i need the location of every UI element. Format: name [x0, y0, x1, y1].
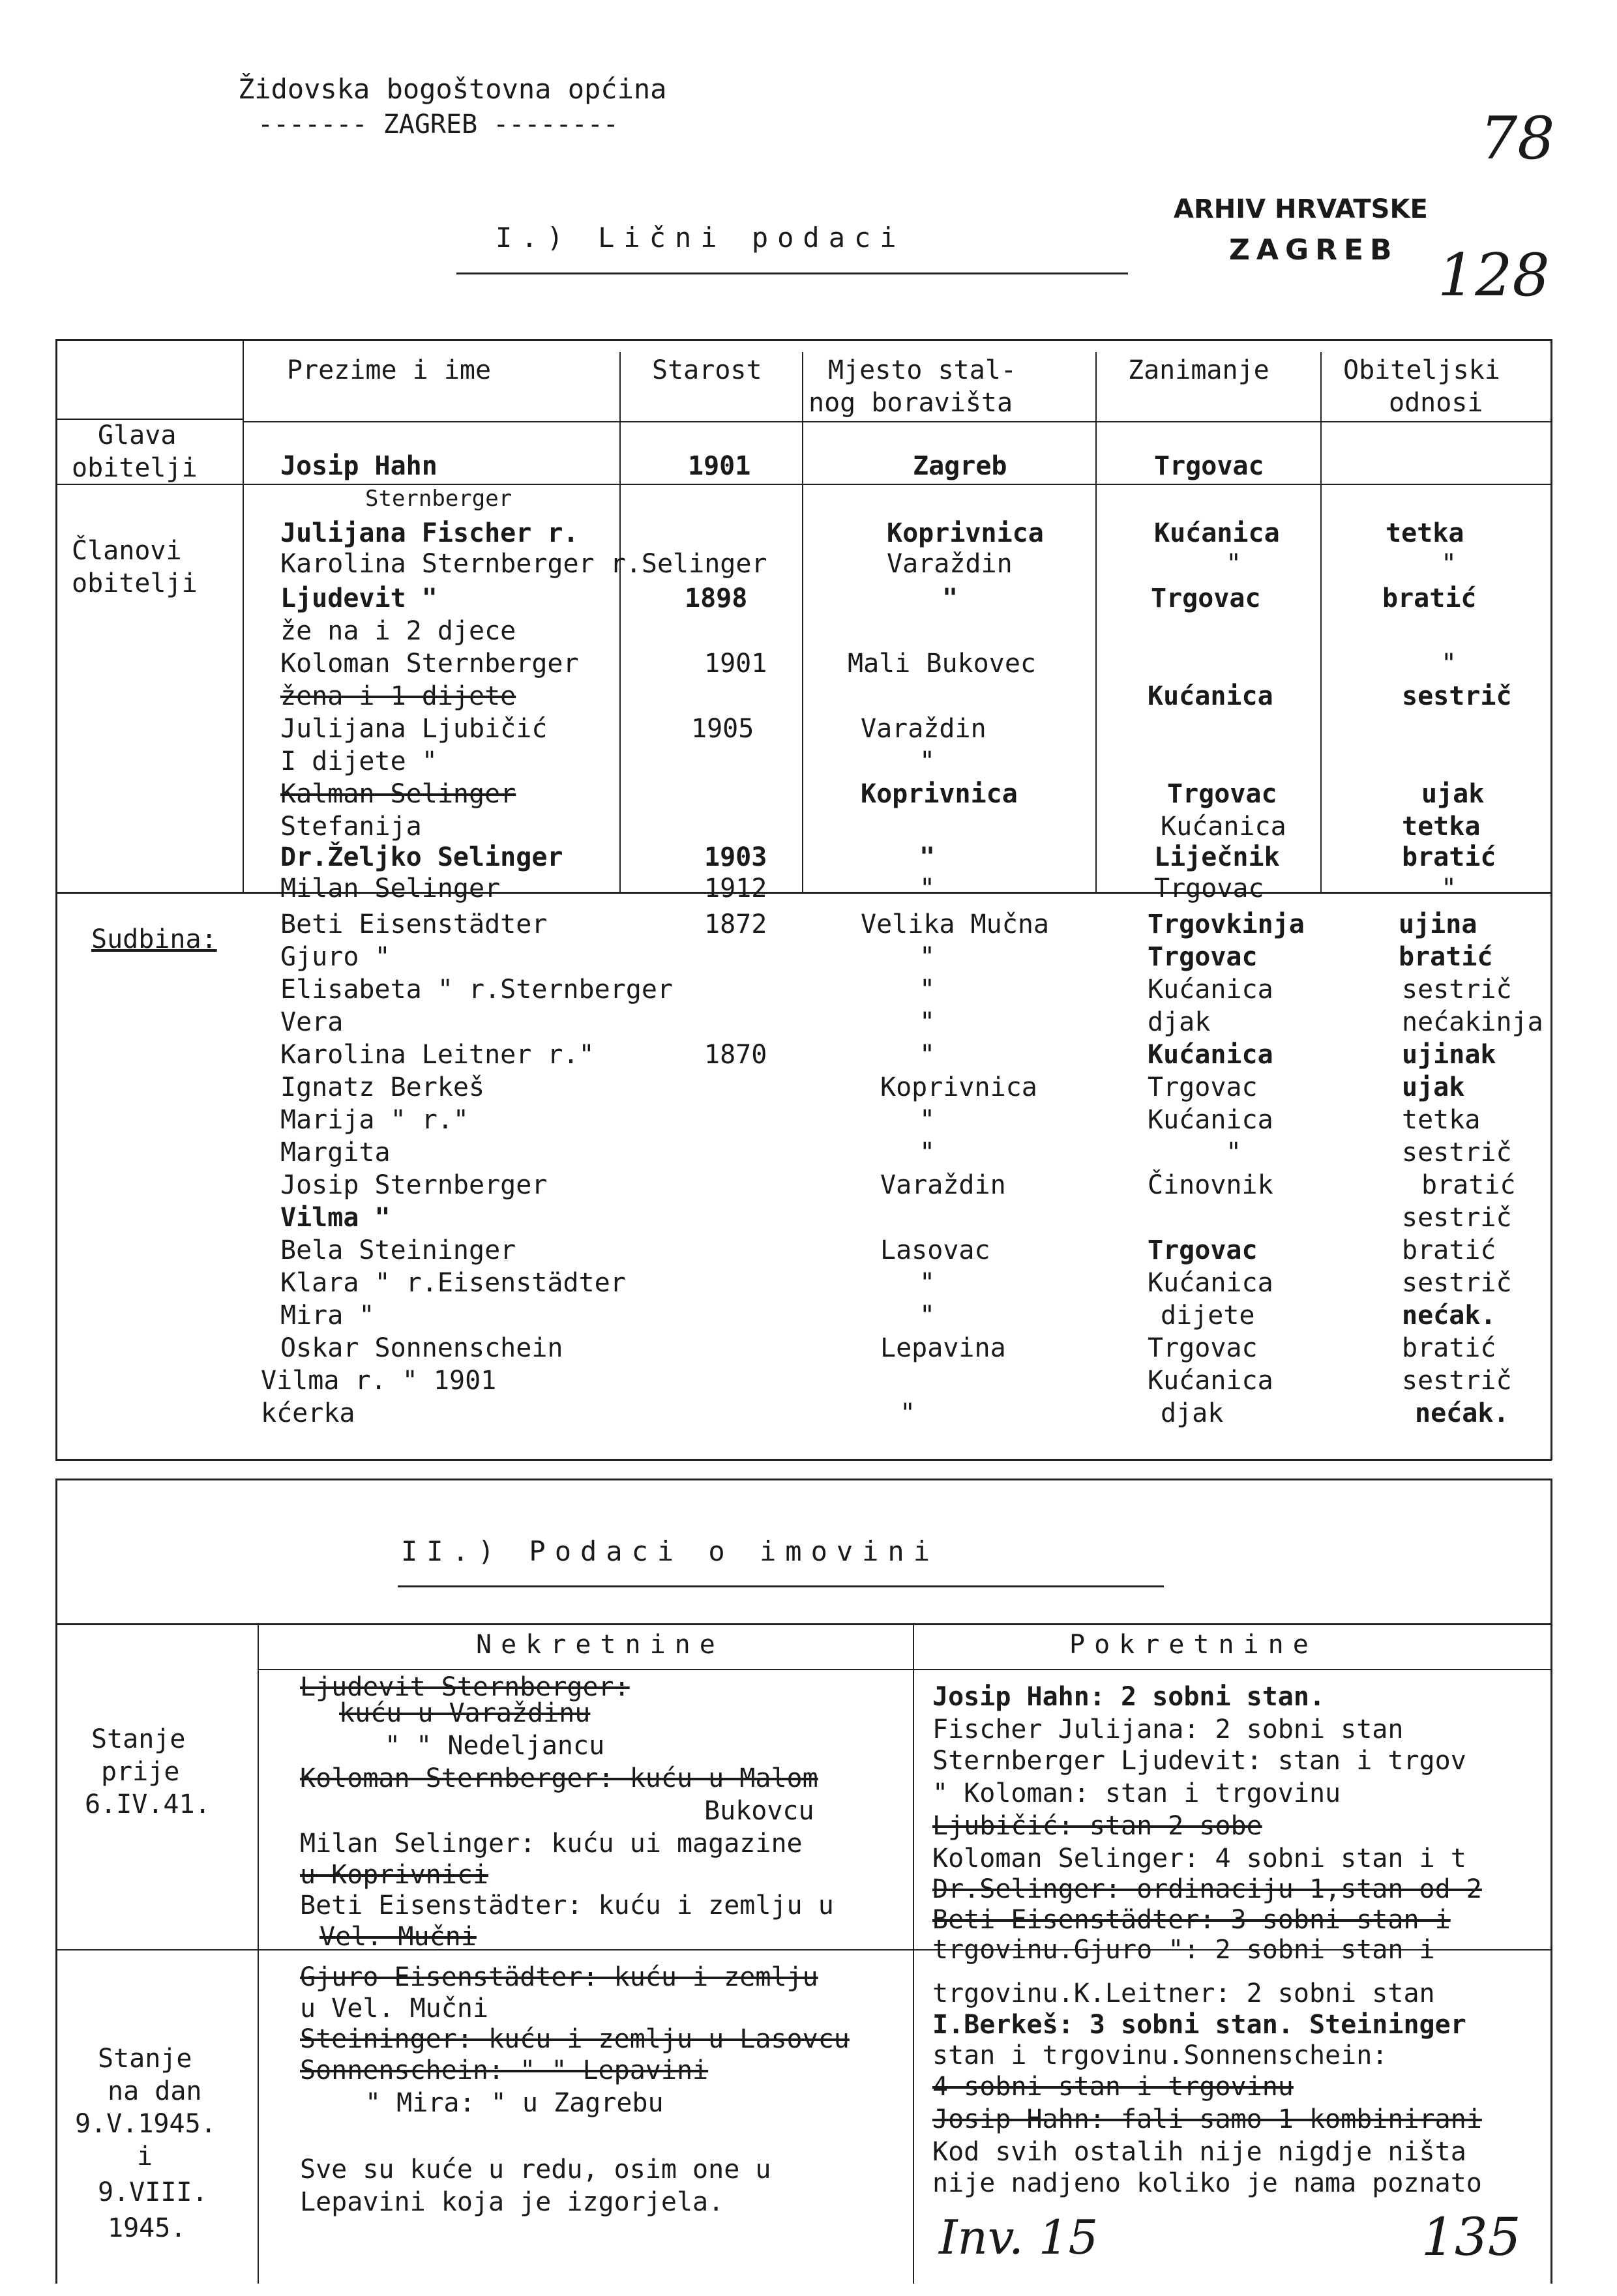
fate-name: Elisabeta " r.Sternberger [280, 975, 674, 1005]
member-name: Dr.Željko Selinger [280, 842, 563, 872]
member-place: Koprivnica [861, 779, 1018, 809]
title-underline [456, 272, 1128, 274]
fate-place: " [919, 975, 936, 1005]
fate-relation: bratić [1421, 1170, 1516, 1200]
member-age: 1912 [704, 874, 767, 904]
table-row [0, 583, 1617, 615]
member-place: " [919, 874, 936, 904]
property-table-top [55, 1623, 1552, 1625]
fate-name: Vilma r. " 1901 [261, 1366, 497, 1396]
movable-after-line: I.Berkeš: 3 sobni stan. Steininger [932, 2010, 1466, 2040]
property-label-divider [258, 1623, 259, 2284]
fate-relation: ujak [1402, 1072, 1465, 1102]
handwritten-inventory-ref: Inv. 15 [939, 2210, 1099, 2265]
movable-line: Fischer Julijana: 2 sobni stan [932, 1715, 1404, 1744]
fate-occupation: Trgovac [1148, 1072, 1258, 1102]
member-relation: bratić [1382, 583, 1477, 613]
section-2-title: II.) Podaci o imovini [401, 1535, 940, 1567]
label-after-2: na dan [108, 2076, 202, 2106]
handwritten-page-number: 135 [1421, 2207, 1521, 2267]
movable-after-line: Kod svih ostalih nije nigdje ništa [932, 2137, 1466, 2167]
fate-occupation: Trgovac [1148, 1235, 1258, 1265]
member-relation: tetka [1402, 812, 1481, 842]
member-name: Koloman Sternberger [280, 649, 579, 679]
movable-line: Ljubičić: stan 2 sobe [932, 1811, 1262, 1841]
col-header-relation-2: odnosi [1389, 388, 1483, 418]
immovable-after-line: Gjuro Eisenstädter: kuću i zemlju [300, 1962, 818, 1992]
fate-name: Vilma " [280, 1203, 391, 1233]
col-header-occupation: Zanimanje [1128, 355, 1269, 385]
member-occupation: Trgovac [1151, 583, 1261, 613]
member-place: Varaždin [887, 549, 1013, 579]
fate-occupation: Činovnik [1148, 1170, 1273, 1200]
member-occupation: Trgovac [1154, 874, 1264, 904]
fate-occupation: Kućanica [1148, 1105, 1273, 1135]
member-name: žena i 1 dijete [280, 681, 516, 711]
table-top-border [55, 339, 1552, 341]
member-relation: tetka [1386, 518, 1464, 548]
immovable-line: Beti Eisenstädter: kuću i zemlju u [300, 1891, 834, 1921]
member-occupation: Kućanica [1148, 681, 1273, 711]
fate-relation: ujina [1399, 909, 1477, 939]
member-name: Sternberger [365, 486, 512, 512]
fate-place: Varaždin [880, 1170, 1006, 1200]
member-place: " [919, 842, 936, 872]
label-after-1: Stanje [98, 2044, 192, 2074]
fate-place: Lasovac [880, 1235, 990, 1265]
member-relation: " [1441, 649, 1457, 679]
col-header-age: Starost [652, 355, 762, 385]
fate-age: 1872 [704, 909, 767, 939]
table-row [0, 1170, 1617, 1201]
member-name: Milan Selinger [280, 874, 501, 904]
col-header-name: Prezime i ime [287, 355, 492, 385]
col-header-immovable: Nekretnine [476, 1630, 724, 1660]
fate-name: Bela Steininger [280, 1235, 516, 1265]
fate-name: Oskar Sonnenschein [280, 1333, 563, 1363]
movable-line: Dr.Selinger: ordinaciju 1,stan od 2 [932, 1874, 1482, 1904]
member-name: Stefanija [280, 812, 422, 842]
section-2-title-underline [398, 1585, 1164, 1587]
member-place: " [919, 746, 936, 776]
member-name: Karolina Sternberger r.Selinger [280, 549, 767, 579]
movable-line: Josip Hahn: 2 sobni stan. [932, 1682, 1326, 1712]
immovable-line: Ljudevit Sternberger: [300, 1672, 630, 1702]
fate-occupation: djak [1161, 1398, 1224, 1428]
fate-relation: bratić [1402, 1235, 1496, 1265]
fate-place: Velika Mučna [861, 909, 1049, 939]
member-place: Varaždin [861, 714, 987, 744]
immovable-line: Koloman Sternberger: kuću u Malom [300, 1763, 818, 1793]
immovable-line: kuću u Varaždinu [339, 1698, 591, 1728]
fate-bottom-border [55, 1459, 1552, 1461]
fate-occupation: " [1226, 1138, 1242, 1168]
fate-relation: bratić [1402, 1333, 1496, 1363]
fate-occupation: Kućanica [1148, 1040, 1273, 1070]
header-row-border [243, 421, 1552, 422]
member-place: " [942, 583, 958, 613]
member-occupation: " [1226, 549, 1242, 579]
label-after-6: 1945. [108, 2213, 186, 2243]
fate-place: " [919, 1007, 936, 1037]
member-place: Mali Bukovec [848, 649, 1036, 679]
fate-name: Ignatz Berkeš [280, 1072, 485, 1102]
fate-place: " [919, 1105, 936, 1135]
immovable-line: u Koprivnici [300, 1860, 488, 1890]
fate-name: Beti Eisenstädter [280, 909, 548, 939]
label-family-members-1: Članovi [72, 536, 182, 566]
movable-after-line: nije nadjeno koliko je nama poznato [932, 2168, 1482, 2198]
fate-name: Josip Sternberger [280, 1170, 548, 1200]
immovable-after-line: Steininger: kuću i zemlju u Lasovcu [300, 2024, 850, 2054]
organization-city: ------- ZAGREB -------- [258, 110, 619, 140]
immovable-line: Vel. Mučni [319, 1922, 477, 1952]
table-row [0, 1398, 1617, 1430]
member-name: Julijana Ljubičić [280, 714, 548, 744]
col-header-place-1: Mjesto stal- [828, 355, 1016, 385]
section-2-top-border [55, 1479, 1552, 1480]
member-name: Ljudevit " [280, 583, 438, 613]
fate-relation: nećak. [1415, 1398, 1509, 1428]
head-occupation: Trgovac [1154, 451, 1264, 481]
label-fate: Sudbina: [91, 924, 217, 954]
movable-after-line: 4 sobni stan i trgovinu [932, 2072, 1294, 2102]
fate-occupation: dijete [1161, 1301, 1255, 1331]
table-row [0, 1301, 1617, 1332]
fate-place: Koprivnica [880, 1072, 1037, 1102]
head-age: 1901 [688, 451, 751, 481]
col-header-place-2: nog boravišta [808, 388, 1013, 418]
member-age: 1898 [685, 583, 748, 613]
table-row [0, 1235, 1617, 1267]
section-2-right-border [1550, 1479, 1552, 2284]
label-before-1: Stanje [91, 1724, 186, 1754]
archive-stamp-line2: ZAGREB [1229, 233, 1399, 267]
table-row [0, 681, 1617, 713]
movable-line: Koloman Selinger: 4 sobni stan i t [932, 1844, 1466, 1874]
fate-name: Margita [280, 1138, 391, 1168]
handwritten-folio: 78 [1480, 104, 1555, 173]
fate-place: Lepavina [880, 1333, 1006, 1363]
table-row [0, 874, 1617, 905]
fate-place: " [919, 1268, 936, 1298]
label-head-of-family-1: Glava [98, 420, 177, 450]
immovable-line: " " Nedeljancu [385, 1731, 605, 1761]
fate-relation: sestrič [1402, 1138, 1512, 1168]
fate-occupation: Trgovac [1148, 1333, 1258, 1363]
table-row [0, 616, 1617, 647]
fate-place: " [919, 942, 936, 972]
fate-occupation: Trgovkinja [1148, 909, 1305, 939]
movable-line: trgovinu.Gjuro ": 2 sobni stan i [932, 1935, 1435, 1965]
member-occupation: Kućanica [1154, 518, 1280, 548]
label-before-2: prije [101, 1757, 180, 1787]
table-row [0, 1203, 1617, 1234]
immovable-after-line: u Vel. Mučni [300, 1994, 488, 2024]
member-age: 1903 [704, 842, 767, 872]
member-occupation: Liječnik [1154, 842, 1280, 872]
immovable-after-line: " Mira: " u Zagrebu [365, 2088, 664, 2118]
head-of-family-row [0, 451, 1617, 482]
head-place: Zagreb [913, 451, 1007, 481]
fate-relation: nećak. [1402, 1301, 1496, 1331]
table-row [0, 549, 1617, 580]
movable-line: Beti Eisenstädter: 3 sobni stan i [932, 1905, 1451, 1935]
fate-name: Marija " r." [280, 1105, 469, 1135]
archive-stamp-line1: ARHIV HRVATSKE [1174, 194, 1428, 224]
fate-relation: sestrič [1402, 1203, 1512, 1233]
table-row [0, 1040, 1617, 1071]
property-column-divider [913, 1623, 914, 2284]
label-after-4: i [137, 2141, 153, 2171]
fate-name: Gjuro " [280, 942, 391, 972]
table-row [0, 1007, 1617, 1038]
fate-age: 1870 [704, 1040, 767, 1070]
immovable-after-line: Sonnenschein: " " Lepavini [300, 2055, 709, 2085]
fate-occupation: Kućanica [1148, 1268, 1273, 1298]
fate-name: Karolina Leitner r." [280, 1040, 595, 1070]
movable-after-line: Josip Hahn: fali samo 1 kombinirani [932, 2104, 1482, 2134]
table-row [0, 1333, 1617, 1364]
fate-occupation: Trgovac [1148, 942, 1258, 972]
member-relation: bratić [1402, 842, 1496, 872]
fate-place: " [900, 1398, 916, 1428]
handwritten-number: 128 [1438, 241, 1550, 310]
table-row [0, 746, 1617, 778]
fate-relation: tetka [1402, 1105, 1481, 1135]
member-relation: ujak [1421, 779, 1485, 809]
table-row [0, 714, 1617, 745]
table-row [0, 518, 1617, 550]
member-age: 1901 [704, 649, 767, 679]
label-row-border-1 [55, 419, 243, 420]
col-header-movable: Pokretnine [1069, 1630, 1318, 1660]
fate-relation: nećakinja [1402, 1007, 1543, 1037]
fate-occupation: djak [1148, 1007, 1211, 1037]
section-1-title: I.) Lični podaci [496, 222, 906, 254]
fate-place: " [919, 1040, 936, 1070]
movable-line: " Koloman: stan i trgovinu [932, 1778, 1341, 1808]
immovable-line: Bukovcu [704, 1796, 814, 1826]
label-before-3: 6.IV.41. [85, 1789, 211, 1819]
organization-name: Židovska bogoštovna općina [238, 73, 667, 105]
movable-line: Sternberger Ljudevit: stan i trgov [932, 1746, 1466, 1776]
col-header-relation-1: Obiteljski [1343, 355, 1500, 385]
table-row [0, 779, 1617, 810]
member-name: I dijete " [280, 746, 438, 776]
fate-name: Klara " r.Eisenstädter [280, 1268, 626, 1298]
section-2-left-border [55, 1479, 57, 2284]
fate-occupation: Kućanica [1148, 1366, 1273, 1396]
member-relation: " [1441, 874, 1457, 904]
movable-after-line: trgovinu.K.Leitner: 2 sobni stan [932, 1979, 1435, 2009]
label-family-members-2: obitelji [72, 568, 198, 598]
label-after-5: 9.VIII. [98, 2177, 208, 2207]
movable-after-line: stan i trgovinu.Sonnenschein: [932, 2040, 1388, 2070]
member-place: Koprivnica [887, 518, 1044, 548]
property-header-border [258, 1669, 1552, 1670]
member-occupation: Trgovac [1167, 779, 1277, 809]
fate-name: kćerka [261, 1398, 355, 1428]
table-row [0, 1366, 1617, 1397]
table-row [0, 975, 1617, 1006]
fate-relation: ujinak [1402, 1040, 1496, 1070]
table-row [0, 812, 1617, 843]
head-name: Josip Hahn [280, 451, 438, 481]
fate-occupation: Kućanica [1148, 975, 1273, 1005]
table-row [0, 649, 1617, 680]
table-row [0, 842, 1617, 874]
immovable-after-line: Lepavini koja je izgorjela. [300, 2187, 724, 2217]
head-row-border [55, 484, 1552, 485]
member-name: Julijana Fischer r. [280, 518, 579, 548]
table-row [0, 942, 1617, 973]
member-occupation: Kućanica [1161, 812, 1286, 842]
fate-relation: bratić [1399, 942, 1493, 972]
fate-place: " [919, 1301, 936, 1331]
table-row [0, 1105, 1617, 1136]
fate-relation: sestrič [1402, 975, 1512, 1005]
fate-name: Vera [280, 1007, 344, 1037]
member-name: Kalman Selinger [280, 779, 516, 809]
table-row [0, 1072, 1617, 1104]
member-relation: " [1441, 549, 1457, 579]
fate-relation: sestrič [1402, 1366, 1512, 1396]
table-row [0, 486, 1617, 517]
member-name: že na i 2 djece [280, 616, 516, 646]
fate-relation: sestrič [1402, 1268, 1512, 1298]
immovable-after-line: Sve su kuće u redu, osim one u [300, 2155, 771, 2185]
table-row [0, 909, 1617, 941]
label-head-of-family-2: obitelji [72, 453, 198, 483]
label-after-3: 9.V.1945. [75, 2109, 216, 2139]
table-row [0, 1138, 1617, 1169]
table-row [0, 1268, 1617, 1299]
fate-name: Mira " [280, 1301, 375, 1331]
member-relation: sestrič [1402, 681, 1512, 711]
member-age: 1905 [691, 714, 754, 744]
immovable-line: Milan Selinger: kuću ui magazine [300, 1829, 803, 1859]
fate-place: " [919, 1138, 936, 1168]
